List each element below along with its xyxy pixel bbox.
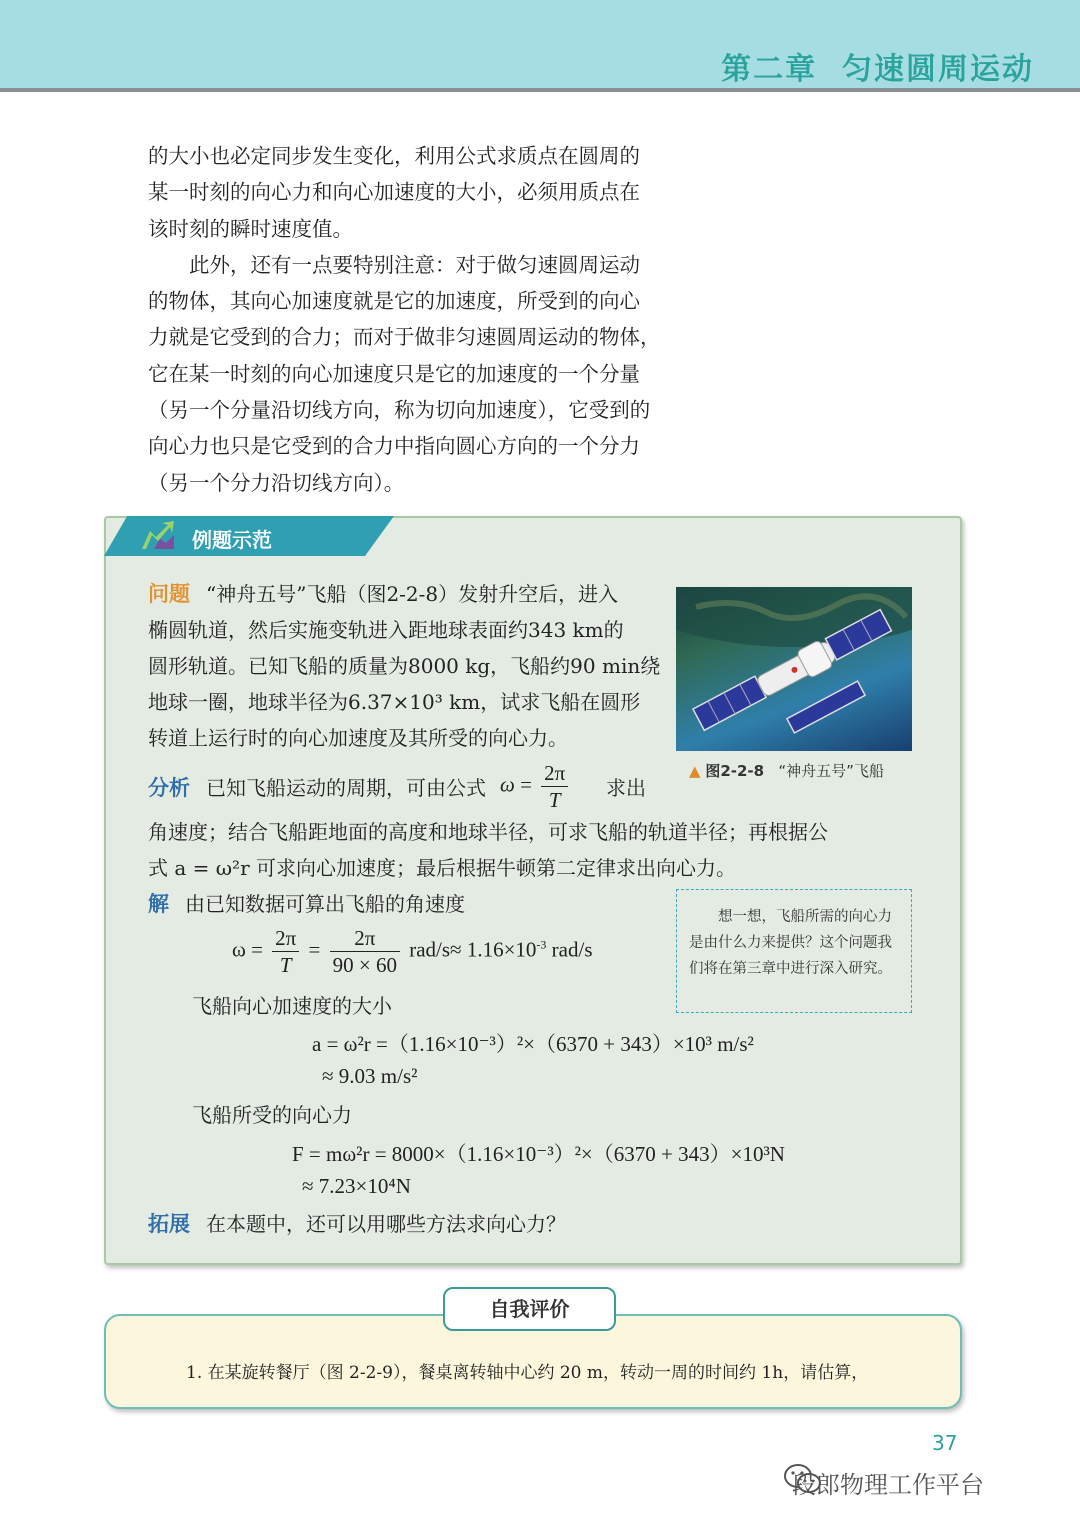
question-line: 椭圆轨道，然后实施变轨进入距地球表面约343 km的 <box>148 618 624 642</box>
triangle-icon: ▲ <box>689 762 701 780</box>
omega-calc <box>232 925 593 978</box>
analysis-post: 求出 <box>606 776 646 800</box>
body-line: 某一时刻的向心力和向心加速度的大小，必须用质点在 <box>148 180 640 205</box>
numerator: 2π <box>541 760 568 787</box>
extend-line <box>148 1206 566 1242</box>
omega-unit: rad/s <box>546 937 593 962</box>
body-line: 它在某一时刻的向心加速度只是它的加速度的一个分量 <box>148 361 640 386</box>
fraction <box>541 760 568 813</box>
fraction <box>272 925 299 978</box>
question-tag: 问题 <box>148 582 190 606</box>
page-number: 37 <box>932 1431 958 1455</box>
question-line: 转道上运行时的向心加速度及其所受的向心力。 <box>148 726 568 750</box>
solution-line <box>148 886 465 922</box>
omega-symbol: ω <box>500 772 515 797</box>
equals: = <box>308 937 321 962</box>
figure-caption <box>689 760 884 781</box>
force-formula: F = mω²r = 8000×（1.16×10⁻³）²×（6370 + 343）×10³N <box>292 1142 785 1166</box>
example-tab-label: 例题示范 <box>192 528 272 552</box>
arrow-icon <box>140 521 176 551</box>
analysis-line: 式 a = ω²r 可求向心加速度；最后根据牛顿第二定律求出向心力。 <box>148 856 736 880</box>
body-line: 向心力也只是它受到的合力中指向圆心方向的一个分力 <box>148 434 640 459</box>
chapter-title: 第二章 匀速圆周运动 <box>721 52 1034 87</box>
omega-formula <box>500 760 572 813</box>
accel-result: ≈ 9.03 m/s² <box>322 1064 418 1088</box>
denominator: 90 × 60 <box>332 953 397 977</box>
spacecraft-image <box>676 587 912 751</box>
accel-formula: a = ω²r =（1.16×10⁻³）²×（6370 + 343）×10³ m/s² <box>312 1032 754 1056</box>
watermark: 段郎物理工作平台 <box>792 1471 984 1499</box>
numerator: 2π <box>330 925 400 952</box>
figure-title: “神舟五号”飞船 <box>778 762 884 780</box>
analysis-pre: 已知飞船运动的周期，可由公式 <box>206 776 486 800</box>
solution-intro: 由已知数据可算出飞船的角速度 <box>185 892 465 916</box>
force-label: 飞船所受的向心力 <box>192 1103 352 1127</box>
body-line: （另一个分量沿切线方向，称为切向加速度），它受到的 <box>148 398 651 423</box>
omega-result: rad/s≈ 1.16×10 <box>409 937 537 962</box>
exponent: -3 <box>536 937 547 952</box>
denominator: T <box>548 788 561 812</box>
question-text: “神舟五号”飞船（图2-2-8）发射升空后，进入 <box>206 582 619 606</box>
denominator: T <box>279 953 292 977</box>
spacecraft-illustration <box>676 587 912 751</box>
fraction <box>330 925 400 978</box>
self-eval-title: 自我评价 <box>443 1287 616 1331</box>
figure-number: 图2-2-8 <box>705 762 765 780</box>
analysis-line: 角速度；结合飞船距地面的高度和地球半径，可求飞船的轨道半径；再根据公 <box>148 820 828 844</box>
body-text <box>148 138 696 501</box>
accel-label: 飞船向心加速度的大小 <box>192 994 392 1018</box>
body-line: 此外，还有一点要特别注意：对于做匀速圆周运动 <box>189 252 640 277</box>
extend-tag: 拓展 <box>148 1212 190 1236</box>
analysis-tag: 分析 <box>148 776 190 800</box>
body-line: 的大小也必定同步发生变化，利用公式求质点在圆周的 <box>148 144 640 168</box>
analysis-line <box>148 770 486 806</box>
question-line <box>148 576 618 612</box>
solution-tag: 解 <box>148 892 169 916</box>
body-line: 力就是它受到的合力；而对于做非匀速圆周运动的物体， <box>148 325 661 350</box>
extend-text: 在本题中，还可以用哪些方法求向心力？ <box>206 1212 566 1236</box>
equals: = <box>251 937 263 962</box>
equals: = <box>520 772 532 797</box>
self-eval-item: 1. 在某旋转餐厅（图 2-2-9），餐桌离转轴中心约 20 m，转动一周的时间约 1h，请估算， <box>186 1363 869 1383</box>
body-line: （另一个分力沿切线方向）。 <box>148 470 405 495</box>
question-line: 圆形轨道。已知飞船的质量为8000 kg，飞船约90 min绕 <box>148 654 661 678</box>
body-line: 该时刻的瞬时速度值。 <box>148 216 353 241</box>
numerator: 2π <box>272 925 299 952</box>
question-line: 地球一圈，地球半径为6.37×10³ km，试求飞船在圆形 <box>148 690 641 714</box>
omega-symbol: ω <box>232 937 246 962</box>
think-box: 想一想，飞船所需的向心力是由什么力来提供？这个问题我们将在第三章中进行深入研究。 <box>676 889 912 1013</box>
body-line: 的物体，其向心加速度就是它的加速度，所受到的向心 <box>148 289 640 314</box>
force-result: ≈ 7.23×10⁴N <box>302 1174 411 1198</box>
